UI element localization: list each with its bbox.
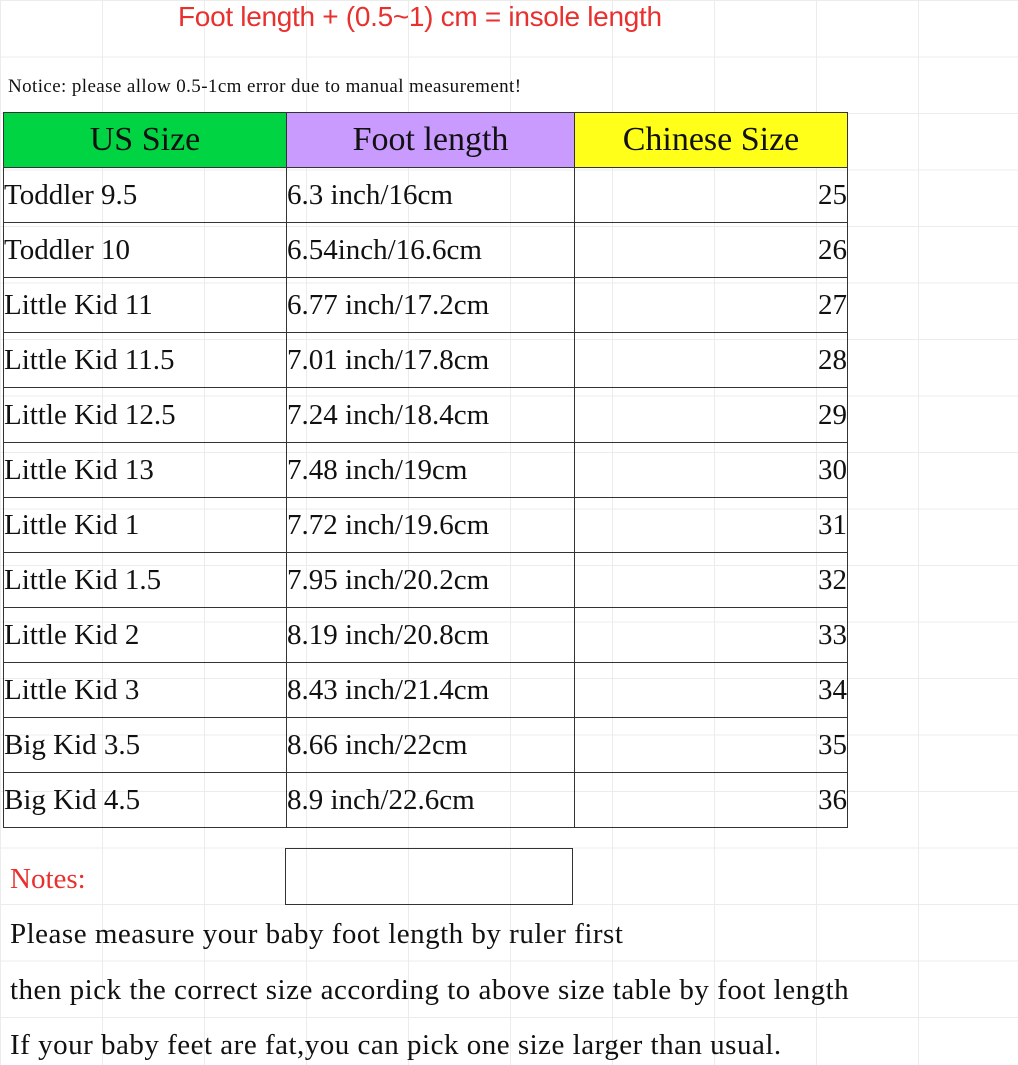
foot-length-cell: 8.9 inch/22.6cm xyxy=(287,773,575,828)
table-row xyxy=(4,333,848,388)
foot-length-cell: 7.72 inch/19.6cm xyxy=(287,498,575,553)
chinese-size-cell: 33 xyxy=(575,608,848,663)
header-us-size: US Size xyxy=(4,113,287,168)
foot-length-cell: 7.95 inch/20.2cm xyxy=(287,553,575,608)
table-row xyxy=(4,608,848,663)
table-row xyxy=(4,278,848,333)
table-row xyxy=(4,718,848,773)
chinese-size-cell: 28 xyxy=(575,333,848,388)
table-row xyxy=(4,168,848,223)
foot-length-cell: 7.01 inch/17.8cm xyxy=(287,333,575,388)
us-size-cell: Toddler 10 xyxy=(4,223,287,278)
foot-length-cell: 6.3 inch/16cm xyxy=(287,168,575,223)
foot-length-cell: 6.77 inch/17.2cm xyxy=(287,278,575,333)
note-line-fat-feet: If your baby feet are fat,you can pick one size larger than usual. xyxy=(10,1029,782,1061)
chinese-size-cell: 25 xyxy=(575,168,848,223)
chinese-size-cell: 36 xyxy=(575,773,848,828)
us-size-cell: Toddler 9.5 xyxy=(4,168,287,223)
chinese-size-cell: 34 xyxy=(575,663,848,718)
foot-length-cell: 8.43 inch/21.4cm xyxy=(287,663,575,718)
notes-label: Notes: xyxy=(10,863,86,895)
notes-empty-cell xyxy=(285,848,573,905)
headline: Foot length + (0.5~1) cm = insole length xyxy=(178,1,662,32)
chinese-size-cell: 29 xyxy=(575,388,848,443)
note-line-measure: Please measure your baby foot length by ruler first xyxy=(10,918,624,950)
table-row xyxy=(4,553,848,608)
table-row xyxy=(4,443,848,498)
table-row xyxy=(4,223,848,278)
us-size-cell: Little Kid 3 xyxy=(4,663,287,718)
us-size-cell: Big Kid 4.5 xyxy=(4,773,287,828)
us-size-cell: Little Kid 13 xyxy=(4,443,287,498)
foot-length-cell: 7.24 inch/18.4cm xyxy=(287,388,575,443)
chinese-size-cell: 26 xyxy=(575,223,848,278)
table-body xyxy=(4,168,848,828)
chinese-size-cell: 27 xyxy=(575,278,848,333)
chinese-size-cell: 31 xyxy=(575,498,848,553)
chinese-size-cell: 30 xyxy=(575,443,848,498)
measurement-notice: Notice: please allow 0.5-1cm error due to manual measurement! xyxy=(8,76,522,97)
note-line-pick-size: then pick the correct size according to above size table by foot length xyxy=(10,974,850,1006)
us-size-cell: Little Kid 11 xyxy=(4,278,287,333)
table-row xyxy=(4,388,848,443)
table-row xyxy=(4,773,848,828)
us-size-cell: Little Kid 11.5 xyxy=(4,333,287,388)
table-row xyxy=(4,498,848,553)
foot-length-cell: 8.66 inch/22cm xyxy=(287,718,575,773)
foot-length-cell: 7.48 inch/19cm xyxy=(287,443,575,498)
table-header-row xyxy=(4,113,848,168)
foot-length-cell: 6.54inch/16.6cm xyxy=(287,223,575,278)
size-table xyxy=(3,112,848,828)
chinese-size-cell: 32 xyxy=(575,553,848,608)
us-size-cell: Big Kid 3.5 xyxy=(4,718,287,773)
header-chinese-size: Chinese Size xyxy=(575,113,848,168)
header-foot-length: Foot length xyxy=(287,113,575,168)
us-size-cell: Little Kid 1.5 xyxy=(4,553,287,608)
table-row xyxy=(4,663,848,718)
foot-length-cell: 8.19 inch/20.8cm xyxy=(287,608,575,663)
chinese-size-cell: 35 xyxy=(575,718,848,773)
us-size-cell: Little Kid 2 xyxy=(4,608,287,663)
us-size-cell: Little Kid 1 xyxy=(4,498,287,553)
us-size-cell: Little Kid 12.5 xyxy=(4,388,287,443)
